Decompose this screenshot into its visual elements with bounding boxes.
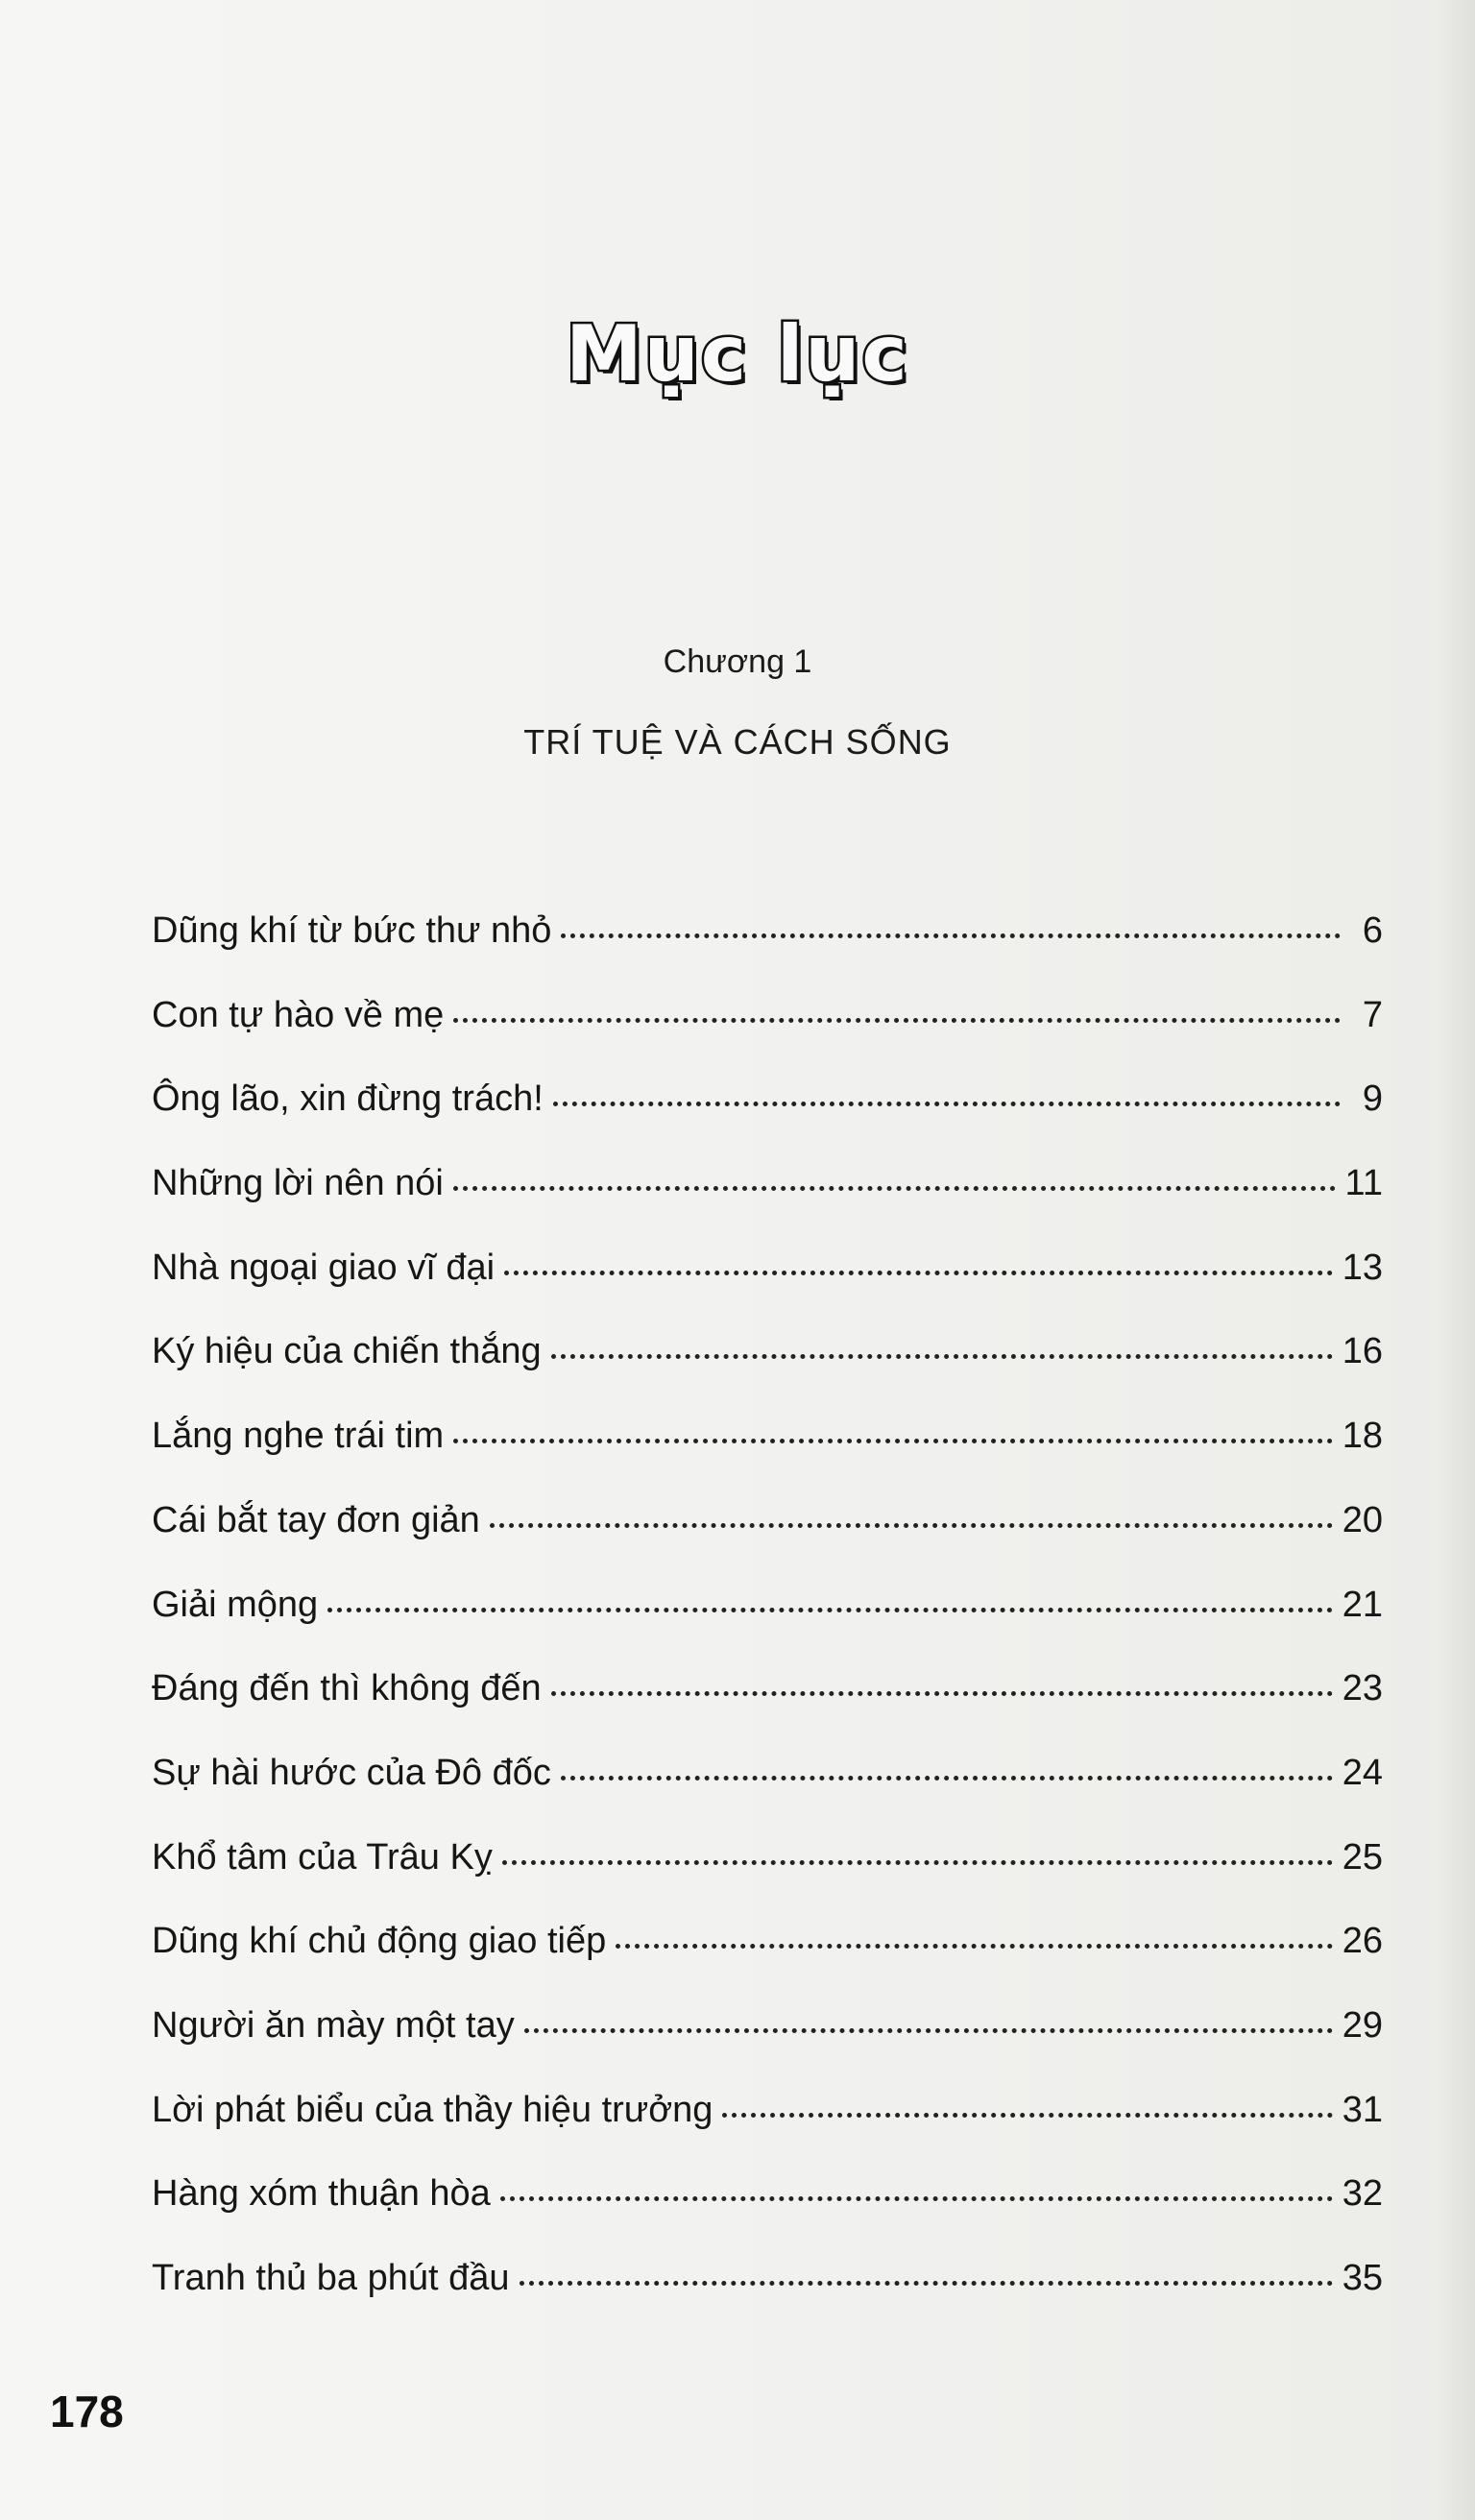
toc-entry-title: Dũng khí từ bức thư nhỏ <box>152 910 552 951</box>
toc-entry <box>152 1921 1383 2005</box>
dot-leader <box>551 1350 1333 1359</box>
dot-leader <box>722 2109 1332 2118</box>
toc-entry <box>152 995 1383 1079</box>
dot-leader <box>553 1098 1341 1106</box>
page-title: Mục lục <box>566 309 909 399</box>
dot-leader <box>453 1014 1341 1023</box>
table-of-contents <box>152 910 1383 2342</box>
toc-entry <box>152 1163 1383 1248</box>
dot-leader <box>500 2193 1333 2201</box>
toc-entry-title: Khổ tâm của Trâu Kỵ <box>152 1836 493 1878</box>
toc-entry <box>152 1668 1383 1753</box>
toc-entry-title: Lắng nghe trái tim <box>152 1416 445 1457</box>
toc-entry-page: 35 <box>1342 2258 1383 2298</box>
toc-entry <box>152 1416 1383 1500</box>
toc-entry <box>152 2090 1383 2174</box>
toc-entry-title: Hàng xóm thuận hòa <box>152 2173 491 2215</box>
dot-leader <box>561 930 1341 938</box>
toc-entry-title: Giải mộng <box>152 1584 319 1625</box>
toc-entry-page: 18 <box>1342 1416 1383 1457</box>
toc-entry-title: Sự hài hước của Đô đốc <box>152 1752 551 1793</box>
toc-entry <box>152 1248 1383 1332</box>
dot-leader <box>327 1604 1333 1612</box>
dot-leader <box>520 2277 1333 2286</box>
toc-entry-title: Người ăn mày một tay <box>152 2004 515 2046</box>
toc-entry-page: 7 <box>1362 994 1383 1035</box>
toc-entry <box>152 2005 1383 2090</box>
dot-leader <box>490 1519 1333 1528</box>
toc-entry <box>152 1331 1383 1416</box>
toc-entry-title: Con tự hào về mẹ <box>152 994 445 1035</box>
toc-entry-page: 6 <box>1362 910 1383 951</box>
toc-entry-title: Ông lão, xin đừng trách! <box>152 1078 544 1120</box>
toc-entry-page: 31 <box>1342 2089 1383 2130</box>
chapter-number: Chương 1 <box>663 643 812 680</box>
toc-entry-title: Những lời nên nói <box>152 1163 444 1204</box>
page-number: 178 <box>50 2387 124 2436</box>
toc-entry <box>152 2258 1383 2342</box>
toc-entry <box>152 1500 1383 1585</box>
toc-entry-page: 13 <box>1342 1247 1383 1288</box>
toc-entry-page: 21 <box>1342 1584 1383 1625</box>
toc-entry-page: 23 <box>1342 1668 1383 1709</box>
toc-entry-page: 29 <box>1342 2004 1383 2046</box>
toc-entry-title: Cái bắt tay đơn giản <box>152 1499 480 1540</box>
toc-entry-page: 20 <box>1342 1499 1383 1540</box>
dot-leader <box>561 1772 1333 1781</box>
toc-entry-page: 25 <box>1342 1836 1383 1878</box>
toc-entry <box>152 2173 1383 2258</box>
toc-entry-title: Nhà ngoại giao vĩ đại <box>152 1247 496 1288</box>
toc-entry <box>152 1585 1383 1669</box>
dot-leader <box>504 1267 1333 1275</box>
toc-entry <box>152 910 1383 995</box>
toc-entry-page: 24 <box>1342 1752 1383 1793</box>
toc-entry <box>152 1078 1383 1163</box>
dot-leader <box>453 1182 1336 1191</box>
toc-entry-page: 32 <box>1342 2173 1383 2215</box>
toc-entry <box>152 1753 1383 1837</box>
toc-entry-title: Dũng khí chủ động giao tiếp <box>152 1921 607 1962</box>
chapter-title: TRÍ TUỆ VÀ CÁCH SỐNG <box>523 722 952 762</box>
dot-leader <box>524 2024 1333 2033</box>
toc-entry-title: Đáng đến thì không đến <box>152 1668 542 1709</box>
dot-leader <box>551 1687 1333 1696</box>
toc-entry-page: 11 <box>1344 1163 1383 1204</box>
dot-leader <box>616 1940 1332 1949</box>
toc-entry-title: Lời phát biểu của thầy hiệu trưởng <box>152 2089 713 2130</box>
toc-entry <box>152 1837 1383 1922</box>
toc-entry-page: 26 <box>1342 1921 1383 1962</box>
toc-entry-title: Tranh thủ ba phút đầu <box>152 2258 510 2298</box>
toc-entry-page: 9 <box>1362 1078 1383 1120</box>
toc-entry-page: 16 <box>1342 1331 1383 1372</box>
dot-leader <box>502 1856 1333 1865</box>
toc-entry-title: Ký hiệu của chiến thắng <box>152 1331 542 1372</box>
dot-leader <box>453 1435 1333 1443</box>
